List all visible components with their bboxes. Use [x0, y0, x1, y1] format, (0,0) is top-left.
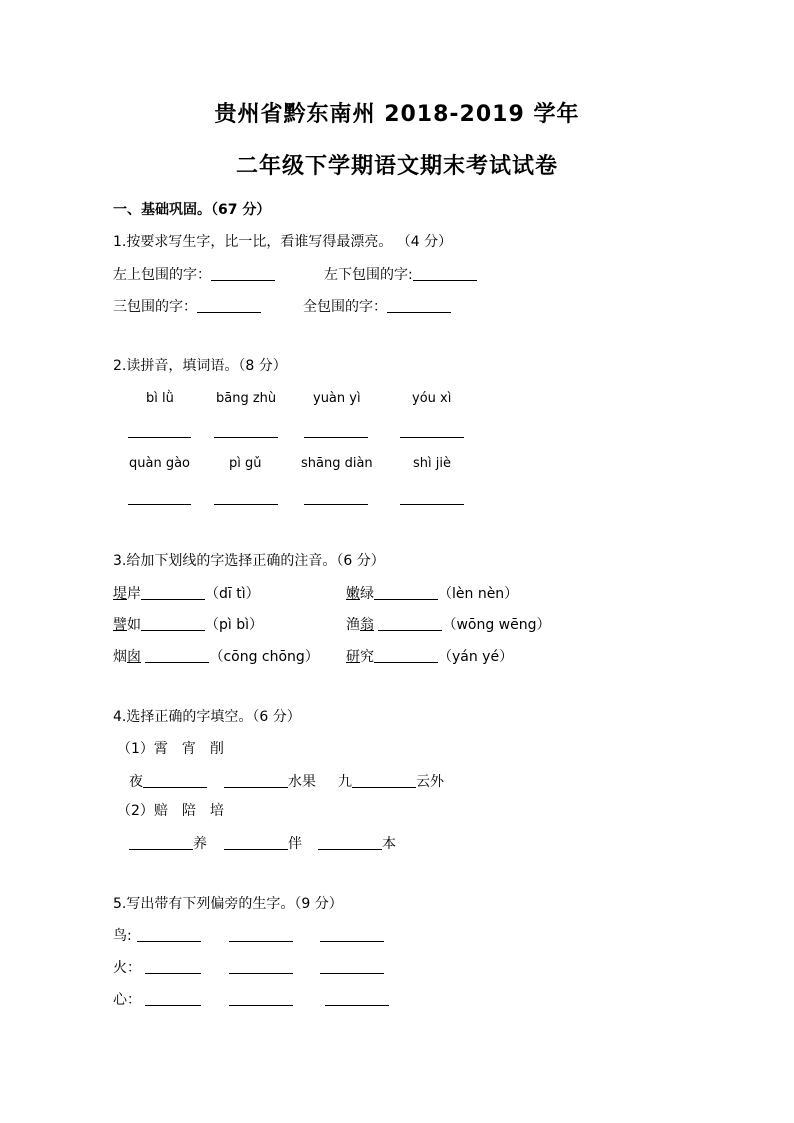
pinyin-label: pì gǔ: [229, 456, 262, 471]
char: 如: [127, 617, 141, 633]
q1-item-full: [303, 296, 451, 317]
answer-blank[interactable]: [374, 646, 438, 663]
answer-blank[interactable]: [374, 583, 438, 600]
q5-radical-label: 火：: [113, 960, 141, 976]
answer-blank[interactable]: [320, 941, 384, 942]
answer-blank[interactable]: [378, 614, 442, 631]
pinyin-options: （cōng chōng）: [209, 649, 319, 665]
q1-item-three-side: [113, 296, 261, 317]
q4-group2-label: （2）赔 陪 培: [117, 803, 224, 819]
q3-item: [113, 614, 263, 635]
char: 渔: [346, 617, 360, 633]
q1-label: 左下包围的字:: [324, 267, 413, 283]
q3-item: [346, 614, 551, 635]
pinyin-label: bāng zhù: [216, 391, 277, 406]
underlined-char: 嫩: [346, 586, 360, 602]
char: 水果: [288, 774, 316, 790]
answer-blank[interactable]: [229, 973, 293, 974]
answer-blank[interactable]: [352, 771, 416, 788]
question-2-heading: 2.读拼音，填词语。（8 分）: [113, 358, 287, 374]
char: 绿: [360, 586, 374, 602]
answer-blank[interactable]: [143, 771, 207, 788]
answer-blank[interactable]: [137, 941, 201, 942]
answer-blank[interactable]: [128, 504, 191, 505]
pinyin-label: bì lǜ: [146, 391, 174, 406]
question-4-heading: 4.选择正确的字填空。（6 分）: [113, 709, 301, 725]
question-1-heading: 1.按要求写生字，比一比，看谁写得最漂亮。 （4 分）: [113, 234, 453, 250]
q1-label: 三包围的字：: [113, 299, 197, 315]
q4-item: [338, 771, 444, 792]
q5-radical-label: 心：: [113, 992, 141, 1008]
answer-blank[interactable]: [318, 833, 382, 850]
answer-blank[interactable]: [229, 941, 293, 942]
q3-item: [346, 583, 518, 604]
q4-item: [224, 833, 302, 854]
q4-item: [129, 833, 207, 854]
answer-blank[interactable]: [141, 583, 205, 600]
q3-item: [113, 583, 260, 604]
answer-blank[interactable]: [304, 437, 368, 438]
underlined-char: 研: [346, 649, 360, 665]
exam-title-line1: 贵州省黔东南州 2018-2019 学年: [214, 102, 580, 127]
pinyin-options: （lèn nèn）: [438, 586, 519, 602]
answer-blank[interactable]: [145, 973, 201, 974]
answer-blank[interactable]: [400, 437, 464, 438]
answer-blank[interactable]: [145, 1005, 201, 1006]
answer-blank[interactable]: [325, 1005, 389, 1006]
answer-blank[interactable]: [214, 437, 278, 438]
answer-blank[interactable]: [129, 833, 193, 850]
pinyin-label: yuàn yì: [313, 391, 361, 406]
q4-item: [224, 771, 316, 792]
underlined-char: 翁: [360, 617, 374, 633]
pinyin-options: （dī tì）: [205, 586, 260, 602]
underlined-char: 譬: [113, 617, 127, 633]
char: 烟: [113, 649, 127, 665]
q1-label: 左上包围的字：: [113, 267, 211, 283]
pinyin-options: （yán yé）: [438, 649, 514, 665]
answer-blank[interactable]: [224, 771, 288, 788]
answer-blank[interactable]: [145, 646, 209, 663]
answer-blank[interactable]: [413, 264, 477, 281]
char: 夜: [129, 774, 143, 790]
pinyin-options: （wōng wēng）: [442, 617, 551, 633]
answer-blank[interactable]: [211, 264, 275, 281]
pinyin-label: shì jiè: [413, 456, 451, 471]
answer-blank[interactable]: [224, 833, 288, 850]
section-heading: 一、基础巩固。（67 分）: [113, 202, 271, 218]
q4-group1-label: （1）霄 宵 削: [117, 741, 224, 757]
underlined-char: 堤: [113, 586, 127, 602]
answer-blank[interactable]: [304, 504, 368, 505]
pinyin-label: shāng diàn: [301, 456, 373, 471]
char: 岸: [127, 586, 141, 602]
char: 本: [382, 836, 396, 852]
answer-blank[interactable]: [197, 296, 261, 313]
answer-blank[interactable]: [400, 504, 464, 505]
q3-item: [113, 646, 319, 667]
char: 养: [193, 836, 207, 852]
pinyin-label: quàn gào: [129, 456, 191, 471]
q4-item: [318, 833, 396, 854]
underlined-char: 囱: [127, 649, 141, 665]
question-3-heading: 3.给加下划线的字选择正确的注音。（6 分）: [113, 553, 385, 569]
answer-blank[interactable]: [214, 504, 278, 505]
q3-item: [346, 646, 513, 667]
q1-item-top-left: [113, 264, 275, 285]
answer-blank[interactable]: [387, 296, 451, 313]
pinyin-label: yóu xì: [412, 391, 452, 406]
char: 伴: [288, 836, 302, 852]
answer-blank[interactable]: [320, 973, 384, 974]
q4-item: [129, 771, 207, 792]
char: 究: [360, 649, 374, 665]
q1-label: 全包围的字：: [303, 299, 387, 315]
answer-blank[interactable]: [128, 437, 191, 438]
answer-blank[interactable]: [141, 614, 205, 631]
q5-radical-label: 鸟:: [113, 928, 132, 944]
question-5-heading: 5.写出带有下列偏旁的生字。（9 分）: [113, 896, 343, 912]
char: 云外: [416, 774, 444, 790]
exam-title-line2: 二年级下学期语文期末考试试卷: [235, 154, 558, 179]
pinyin-options: （pì bì）: [205, 617, 264, 633]
q1-item-bottom-left: [324, 264, 477, 285]
answer-blank[interactable]: [229, 1005, 293, 1006]
char: 九: [338, 774, 352, 790]
